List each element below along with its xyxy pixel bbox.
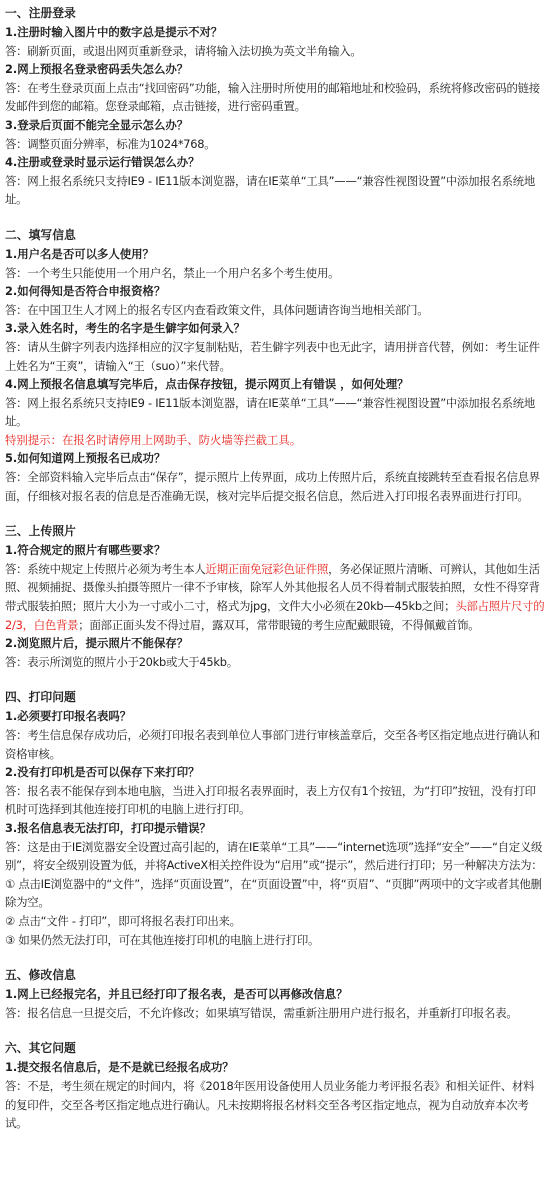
question: 3.报名信息表无法打印，打印提示错误？ — [5, 820, 211, 835]
solution-step: ② 点击“文件 - 打印”，即可将报名表打印出来。 — [5, 913, 241, 928]
section-title: 五、修改信息 — [5, 968, 76, 983]
question: 4.注册或登录时显示运行错误怎么办？ — [5, 155, 200, 170]
answer: 答：报名信息一旦提交后，不允许修改；如果填写错误，需重新注册用户进行报名，并重新打印报名表。 — [5, 1005, 518, 1020]
section-upload-photo — [5, 522, 545, 671]
section-spacer — [5, 671, 545, 688]
section-other — [5, 1039, 545, 1132]
answer: 答：一个考生只能使用一个用户名，禁止一个用户名多个考生使用。 — [5, 265, 340, 280]
answer: 答：刷新页面，或退出网页重新登录，请将输入法切换为英文半角输入。 — [5, 43, 362, 58]
answer: 答：调整页面分辨率，标准为1024*768。 — [5, 136, 216, 151]
answer: 答：这是由于IE浏览器安全设置过高引起的，请在IE菜单“工具”——“internet选项”选择“安全”——“自定义级别”，将安全级别设置为低，并将ActiveX相关控件设为“启用”或“提示”，然后进行打印；另一种解决方法为： — [5, 839, 543, 873]
section-register-login — [5, 4, 545, 209]
answer-part: ；面部正面头发不得过眉，露双耳，常带眼镜的考生应配戴眼镜，不得佩戴首饰。 — [78, 617, 480, 632]
question: 1.提交报名信息后，是不是就已经报名成功？ — [5, 1060, 234, 1075]
special-note: 特别提示：在报名时请停用上网助手、防火墙等拦截工具。 — [5, 432, 302, 447]
question: 2.没有打印机是否可以保存下来打印？ — [5, 765, 200, 780]
answer-photo-requirements — [5, 560, 545, 634]
section-title: 三、上传照片 — [5, 524, 76, 539]
question: 3.录入姓名时，考生的名字是生僻字如何录入？ — [5, 321, 246, 336]
section-title: 二、填写信息 — [5, 227, 76, 242]
answer-part: ，务必保证照片清晰、可辨认，其他如生活照、视频捕捉、摄像头拍摄等照片一律不予审核，除军人外其他报名人员不得着制式服装拍照，女性不得穿背带式服装拍照；照片大小为一寸或小二寸，格式为jpg，文件大小必须在20kb—45kb之间； — [5, 561, 540, 614]
question: 2.如何得知是否符合申报资格？ — [5, 284, 166, 299]
question: 5.如何知道网上预报名已成功？ — [5, 451, 166, 466]
answer-highlight: 头部占照片尺寸的2/3，白色背景 — [5, 599, 545, 632]
answer: 答：网上报名系统只支持IE9 - IE11版本浏览器，请在IE菜单“工具”——“兼容性视图设置”中添加报名系统地址。 — [5, 173, 535, 207]
answer: 答：网上报名系统只支持IE9 - IE11版本浏览器，请在IE菜单“工具”——“兼容性视图设置”中添加报名系统地址。 — [5, 395, 535, 429]
answer: 答：不是，考生须在规定的时间内，将《2018年医用设备使用人员业务能力考评报名表》和相关证件、材料的复印件，交至各考区指定地点进行确认。凡未按期将报名材料交至各考区指定地点，视为自动放弃本次考试。 — [5, 1078, 535, 1131]
section-title: 一、注册登录 — [5, 6, 76, 20]
section-spacer — [5, 505, 545, 522]
solution-step: ① 点击IE浏览器中的“文件”，选择“页面设置”，在“页面设置”中，将“页眉”、“页脚”两项中的文字或者其他删除为空。 — [5, 876, 542, 910]
answer: 答：请从生僻字列表内选择相应的汉字复制粘贴，若生僻字列表中也无此字，请用拼音代替，例如：考生证件上姓名为“王爽”，请输入“王（suo）”来代替。 — [5, 339, 540, 373]
section-title: 六、其它问题 — [5, 1041, 76, 1056]
section-fill-info — [5, 226, 545, 505]
question: 1.用户名是否可以多人使用？ — [5, 246, 154, 261]
section-title: 四、打印问题 — [5, 690, 76, 705]
answer: 答：表示所浏览的照片小于20kb或大于45kb。 — [5, 654, 238, 669]
answer: 答：在中国卫生人才网上的报名专区内查看政策文件，具体问题请咨询当地相关部门。 — [5, 302, 429, 317]
question: 2.浏览照片后，提示照片不能保存？ — [5, 636, 189, 651]
question: 1.注册时输入图片中的数字总是提示不对？ — [5, 25, 223, 39]
section-spacer — [5, 209, 545, 226]
section-spacer — [5, 949, 545, 966]
question: 1.网上已经报完名，并且已经打印了报名表，是否可以再修改信息？ — [5, 987, 348, 1002]
section-print — [5, 688, 545, 949]
solution-step: ③ 如果仍然无法打印，可在其他连接打印机的电脑上进行打印。 — [5, 932, 320, 947]
answer: 答：考生信息保存成功后，必须打印报名表到单位人事部门进行审核盖章后，交至各考区指定地点进行确认和资格审核。 — [5, 728, 540, 761]
answer: 答：全部资料输入完毕后点击“保存”，提示照片上传界面，成功上传照片后，系统直接跳转至查看报名信息界面，仔细核对报名表的信息是否准确无误，核对完毕后提交报名信息，然后进入打印报名表界面进行打印。 — [5, 470, 540, 503]
question: 3.登录后页面不能完全显示怎么办？ — [5, 117, 189, 132]
question: 1.必须要打印报名表吗？ — [5, 709, 132, 724]
section-modify-info — [5, 966, 545, 1022]
question: 2.网上预报名登录密码丢失怎么办？ — [5, 62, 189, 77]
answer: 答：在考生登录页面上点击“找回密码”功能，输入注册时所使用的邮箱地址和校验码，系统将修改密码的链接发邮件到您的邮箱。您登录邮箱，点击链接，进行密码重置。 — [5, 80, 540, 114]
answer-highlight: 近期正面免冠彩色证件照 — [205, 561, 329, 576]
question: 4.网上预报名信息填写完毕后，点击保存按钮，提示网页上有错误 ，如何处理？ — [5, 377, 409, 392]
section-spacer — [5, 1022, 545, 1039]
question: 1.符合规定的照片有哪些要求？ — [5, 543, 166, 558]
answer: 答：报名表不能保存到本地电脑，当进入打印报名表界面时，表上方仅有1个按钮，为“打印”按钮，没有打印机时可选择到其他连接打印机的电脑上进行打印。 — [5, 783, 536, 817]
answer-part: 答：系统中规定上传照片必须为考生本人 — [5, 561, 206, 576]
